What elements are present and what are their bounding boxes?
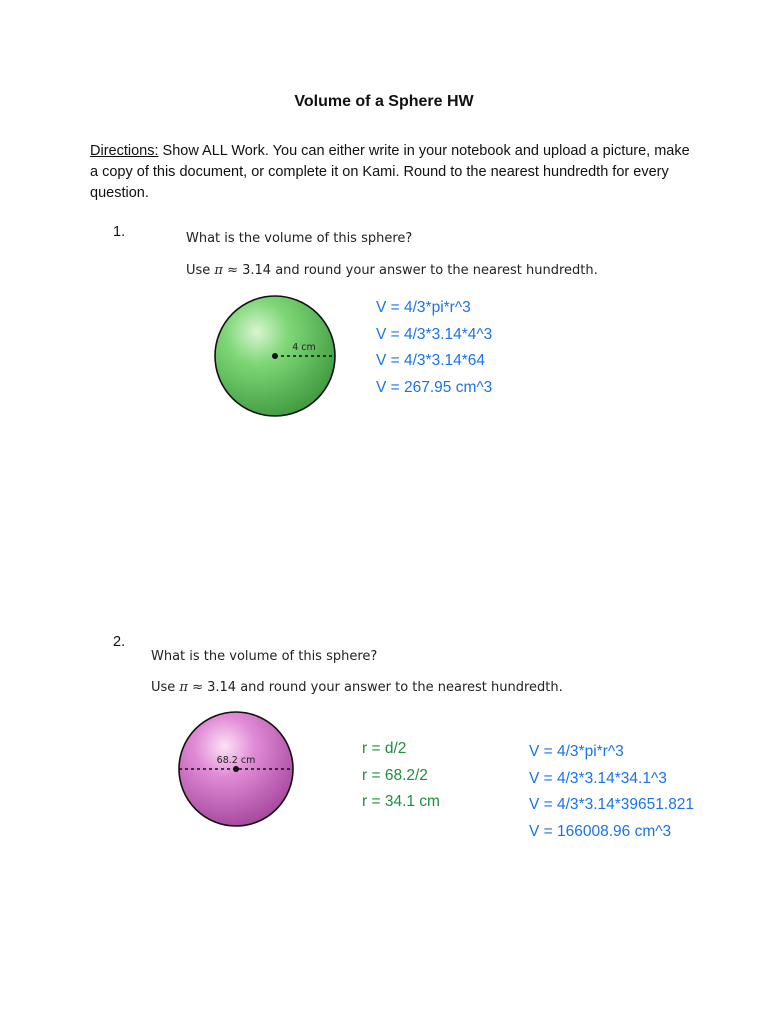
question-1-instruction-post: ≈ 3.14 and round your answer to the nearest hundredth. [222, 263, 598, 278]
directions-text: Show ALL Work. You can either write in your notebook and upload a picture, make a copy of this document, or complete it on Kami. Round to the nearest hundredth for every question. [90, 143, 690, 201]
page-title: Volume of a Sphere HW [294, 93, 474, 110]
work-line: V = 4/3*pi*r^3 [376, 299, 471, 316]
work-line: V = 4/3*3.14*64 [376, 352, 486, 369]
sphere-2-label: 68.2 cm [216, 755, 256, 766]
question-1-prompt: What is the volume of this sphere? [186, 231, 413, 246]
question-2-number: 2. [113, 634, 126, 650]
sphere-2-figure [176, 709, 296, 829]
question-2-prompt: What is the volume of this sphere? [151, 649, 378, 664]
work-line: r = 68.2/2 [362, 766, 428, 784]
question-1-instruction-pre: Use [186, 263, 215, 278]
directions-paragraph [90, 141, 690, 204]
question-2-volume-work [529, 739, 694, 845]
work-line: V = 4/3*3.14*4^3 [376, 325, 493, 343]
question-2-instruction-pre: Use [151, 680, 180, 695]
question-2-instruction [151, 680, 563, 695]
sphere-2-center-dot [233, 766, 239, 772]
work-line: V = 4/3*3.14*34.1^3 [529, 769, 667, 787]
work-line: V = 267.95 cm^3 [376, 378, 493, 396]
sphere-1-center-dot [272, 353, 278, 359]
work-line: V = 4/3*pi*r^3 [529, 743, 624, 760]
question-1-work [376, 295, 492, 401]
question-2-instruction-post: ≈ 3.14 and round your answer to the nearest hundredth. [187, 680, 563, 695]
directions-label: Directions: [90, 143, 159, 159]
work-line: r = d/2 [362, 740, 407, 757]
question-1-number: 1. [113, 224, 126, 240]
work-line: r = 34.1 cm [362, 793, 440, 810]
work-line: V = 166008.96 cm^3 [529, 822, 672, 840]
work-line: V = 4/3*3.14*39651.821 [529, 796, 695, 813]
question-2-radius-work [362, 736, 440, 816]
pi-symbol: π [179, 680, 188, 695]
sphere-1-figure [212, 293, 338, 419]
question-1-instruction [186, 263, 598, 278]
sphere-1-label: 4 cm [292, 342, 316, 353]
pi-symbol: π [214, 263, 223, 278]
